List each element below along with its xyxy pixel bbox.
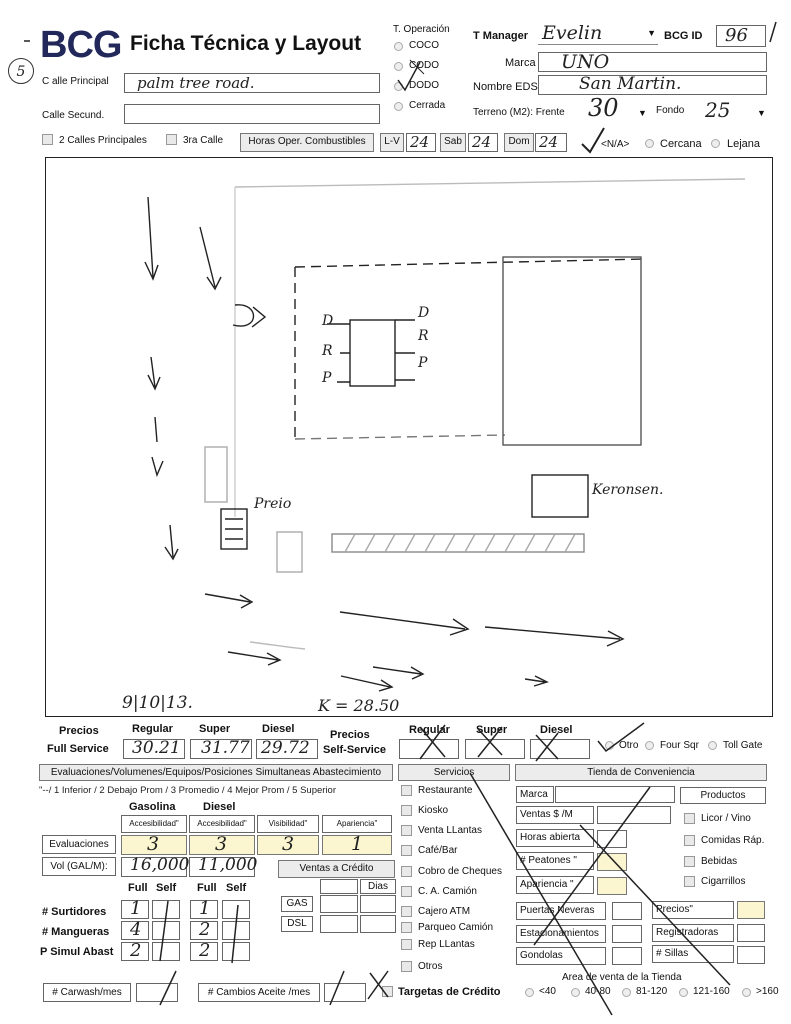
sillas-text: # Sillas [656,948,689,959]
self-regular-x [420,725,445,759]
cobro-cheques-label: Cobro de Cheques [418,866,502,877]
aceite-text: # Cambios Aceite /mes [207,987,311,998]
gondolas-text: Gondolas [520,950,563,961]
page-number-text: 5 [16,64,26,80]
simul-dsl-value: 2 [199,940,211,961]
parqueo-camion-label: Parqueo Camión [418,922,494,933]
four-sqr-label: Four Sqr [660,740,699,751]
area-venta-label: Area de venta de la Tienda [562,972,682,983]
area-gt160-label: >160 [756,986,779,997]
toll-gate-label: Toll Gate [723,740,763,751]
full-col-label-2: Full [197,882,217,894]
servicios-cross-line [470,773,612,1015]
registradoras-text: Registradoras [656,927,719,938]
sketch-kerosene-label: Keronsen. [592,482,664,498]
eval-value-3: 3 [282,833,295,855]
k-note: K = 28.50 [318,696,400,715]
vol-gas-value: 16,000 [130,855,190,875]
marca-value: UNO [561,51,610,73]
simul-label: P Simul Abast [40,946,114,958]
simul-gas-value: 2 [130,940,142,961]
tercera-calle-label: 3ra Calle [183,135,224,146]
scale-0: "--/ [39,785,52,796]
marca-label: Marca [505,57,536,69]
precios-full-label-1: Precios [59,725,99,737]
sketch-d-left: D [322,313,334,329]
sketch-p-left: P [322,370,332,386]
na-label: <N/A> [601,139,630,150]
sketch-p-right: P [418,355,428,371]
codo-label: CODO [409,60,439,71]
surtidores-gas-value: 1 [130,898,142,919]
self-diesel-x [536,733,558,761]
servicios-header[interactable]: Servicios [398,764,510,781]
diesel-price-value: 29.72 [261,738,310,758]
precios-self-label-1: Precios [330,729,370,741]
tarjetas-x [368,971,388,999]
eval-header-2-text: Accesibilidad" [197,819,247,828]
bcg-id-value: 96 [725,25,748,46]
frente-value[interactable]: 30 [588,94,619,122]
calle-principal-value: palm tree road. [137,74,255,92]
otro-check [598,723,644,751]
evaluaciones-bar[interactable]: Evaluaciones/Volumenes/Equipos/Posiciones Simultaneas Abastecimiento [39,764,393,781]
scale-1: 1 Inferior [53,785,92,796]
t-manager-label: T Manager [473,30,529,42]
regular-price-value: 30.21 [132,738,181,758]
self-regular-label: Regular [409,724,450,736]
bottom-annotations [0,715,791,1024]
eval-value-4: 1 [351,833,364,855]
eval-header-1-text: Accesibilidad" [129,819,179,828]
sab-value: 24 [472,133,492,151]
tienda-header[interactable]: Tienda de Conveniencia [515,764,767,781]
vol-dsl-value: 11,000 [198,855,258,875]
full-col-label-1: Full [128,882,148,894]
aceite-slash [330,971,344,1005]
calle-secund-label: Calle Secund. [42,110,105,121]
terreno-label: Terreno (M2): Frente [473,107,565,118]
calle-principal-label: C alle Principal [42,76,109,87]
scale-3: 3 Promedio [170,785,220,796]
area-121-160-label: 121-160 [693,986,730,997]
rep-llantas-label: Rep LLantas [418,939,475,950]
diesel-col-label: Diesel [262,723,295,735]
carwash-text: # Carwash/mes [52,987,122,998]
bebidas-label: Bebidas [701,856,738,867]
operacion-title: T. Operación [393,24,450,35]
sab-label: Sab [440,133,466,152]
page-title: Ficha Técnica y Layout [130,32,362,55]
precios-tienda-text: Precios" [656,904,693,915]
sketch-d-right: D [418,305,430,321]
eval-value-1: 3 [147,833,160,855]
self-col-label-1: Self [156,882,177,894]
cercana-label: Cercana [660,138,702,150]
self-super-x [478,727,502,757]
productos-header-text: Productos [700,790,746,801]
lejana-label: Lejana [727,138,761,150]
bcg-slash-mark [770,22,776,42]
eval-header-4-text: Apariencia" [336,819,378,828]
tienda-cross-line-2 [580,825,730,985]
vol-row-label: Vol (GAL/M): [42,857,116,876]
bcg-id-label: BCG ID [664,30,703,42]
dias-label: Dias [367,881,388,892]
self-col-label-2: Self [226,882,247,894]
sketch-r-right: R [418,328,429,344]
t-manager-value: Evelin [542,22,603,44]
licor-label: Licor / Vino [701,813,751,824]
peatones-text: # Peatones " [520,855,577,866]
carwash-slash [160,971,176,1005]
regular-col-label: Regular [132,723,173,735]
surtidores-self-slash [160,901,168,961]
gas-credit-text: GAS [286,898,308,909]
kiosko-label: Kiosko [418,805,449,816]
nombre-eds-value: San Martin. [579,74,682,94]
sketch-r-left: R [322,343,333,359]
tienda-marca-text: Marca [520,789,548,800]
precios-self-label-2: Self-Service [323,744,386,756]
tienda-cross-line-1 [534,787,650,945]
fondo-value[interactable]: 25 [705,98,731,122]
sketch-precio-label: Preio [254,496,292,512]
dom-label: Dom [504,133,534,152]
super-price-value: 31.77 [201,738,250,758]
horas-abierta-text: Horas abierta [520,832,581,843]
codo-slash-mark [410,60,424,74]
lv-value: 24 [410,133,430,151]
cajero-atm-label: Cajero ATM [418,906,471,917]
ventas-text: Ventas $ /M [520,809,573,820]
ventas-credito-button[interactable]: Ventas a Crédito [278,860,395,878]
surtidores-dsl-value: 1 [199,898,211,919]
area-lt40-label: <40 [539,986,556,997]
ca-camion-label: C. A. Camión [418,886,477,897]
mangueras-gas-value: 4 [130,919,142,940]
frente-dropdown-icon[interactable]: ▼ [638,108,647,118]
dropdown-arrow-icon[interactable]: ▼ [647,28,656,38]
mangueras-label: # Mangueras [42,926,110,938]
scale-2: 2 Debajo Prom [99,785,163,796]
diesel-eval-label: Diesel [203,801,236,813]
scale-5: 5 Superior [292,785,336,796]
eval-row-label: Evaluaciones [42,835,116,854]
tarjetas-label: Targetas de Crédito [398,986,501,998]
dos-calles-label: 2 Calles Principales [59,135,147,146]
cafe-bar-label: Café/Bar [418,845,458,856]
area-81-120-label: 81-120 [636,986,668,997]
surtidores-label: # Surtidores [42,906,107,918]
lv-label: L-V [380,133,404,152]
rating-scale: "--/ 1 Inferior / 2 Debajo Prom / 3 Promedio / 4 Mejor Prom / 5 Superior [39,785,336,796]
header-annotations [0,0,791,160]
horas-oper-button[interactable]: Horas Oper. Combustibles [240,133,374,152]
surtidores-dsl-slash [232,905,238,963]
venta-llantas-label: Venta LLantas [418,825,482,836]
otro-label: Otro [619,740,639,751]
self-super-label: Super [476,724,508,736]
date-note: 9|10|13. [122,693,193,713]
cigarrillos-label: Cigarrillos [701,876,746,887]
scale-4: 4 Mejor Prom [227,785,285,796]
self-diesel-label: Diesel [540,724,573,736]
bcg-logo: BCG [40,24,122,66]
fondo-label: Fondo [656,105,685,116]
precios-full-label-2: Full Service [47,743,109,755]
na-checkmark [582,128,604,152]
layout-sketch [45,157,773,717]
dsl-credit-text: DSL [287,918,307,929]
super-col-label: Super [199,723,231,735]
mangueras-dsl-value: 2 [199,919,211,940]
estac-text: Estacionamientos [520,928,599,939]
coco-label: COCO [409,40,439,51]
fondo-dropdown-icon[interactable]: ▼ [757,108,766,118]
gasolina-label: Gasolina [129,801,176,813]
puertas-text: Puertas Neveras [520,905,595,916]
nombre-eds-label: Nombre EDS [473,81,538,93]
cerrada-label: Cerrada [409,100,446,111]
area-40-80-label: 40-80 [585,986,611,997]
dom-value: 24 [539,133,559,151]
dodo-label: DODO [409,80,439,91]
eval-value-2: 3 [215,833,228,855]
otros-label: Otros [418,961,443,972]
apariencia-text: Apariencia " [520,879,574,890]
comidas-label: Comidas Ráp. [701,835,765,846]
restaurante-label: Restaurante [418,785,473,796]
eval-header-3-text: Visibilidad" [268,819,308,828]
